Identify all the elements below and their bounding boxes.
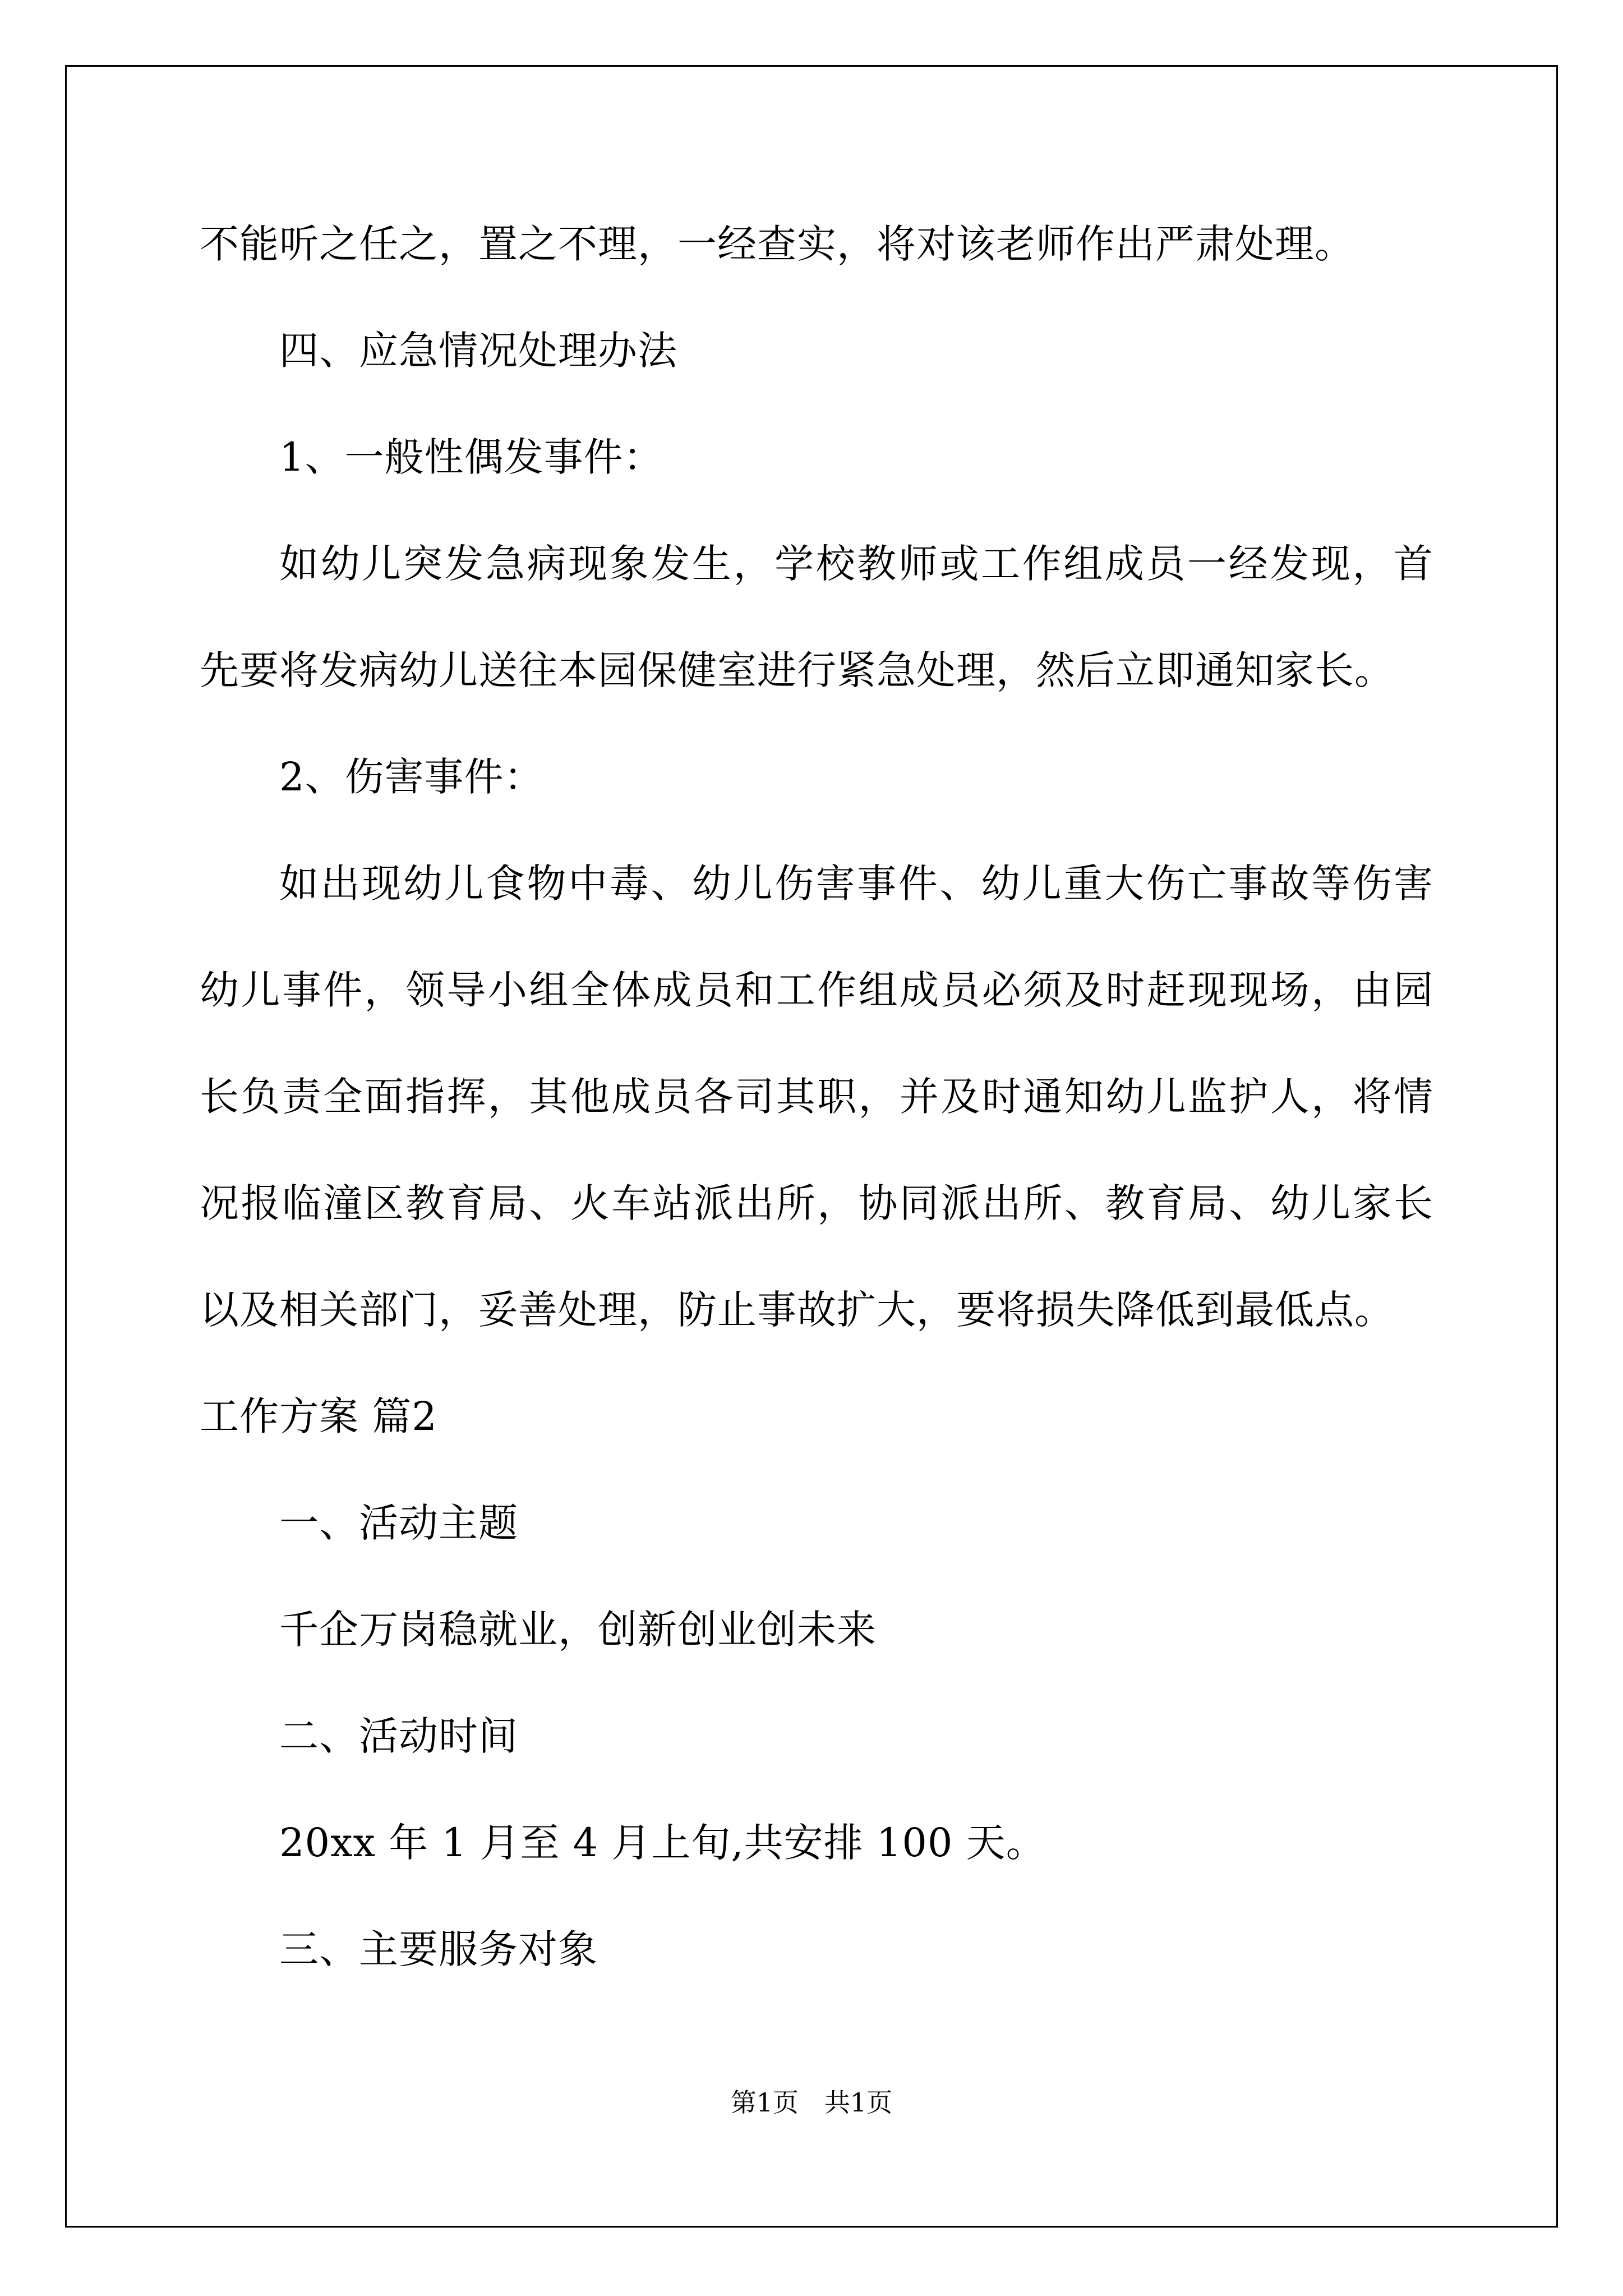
- paragraph-line: 如出现幼儿食物中毒、幼儿伤害事件、幼儿重大伤亡事故等伤害: [279, 861, 1433, 907]
- paragraph-line: 千企万岗稳就业，创新创业创未来: [279, 1607, 877, 1653]
- paragraph-line: 不能听之任之，置之不理，一经查实，将对该老师作出严肃处理。: [200, 221, 1354, 267]
- section-heading: 一、活动主题: [279, 1500, 518, 1546]
- paragraph-line: 如幼儿突发急病现象发生，学校教师或工作组成员一经发现，首: [279, 541, 1433, 587]
- subsection-heading: 1、一般性偶发事件：: [279, 434, 663, 480]
- section-heading: 四、应急情况处理办法: [279, 328, 677, 374]
- paragraph-line: 长负责全面指挥，其他成员各司其职，并及时通知幼儿监护人，将情: [200, 1074, 1433, 1120]
- subsection-heading: 2、伤害事件：: [279, 754, 544, 800]
- paragraph-line: 况报临潼区教育局、火车站派出所，协同派出所、教育局、幼儿家长: [200, 1180, 1433, 1226]
- paragraph-line: 先要将发病幼儿送往本园保健室进行紧急处理，然后立即通知家长。: [200, 647, 1394, 693]
- page-footer: 第1页 共1页: [730, 2087, 893, 2118]
- paragraph-line: 以及相关部门，妥善处理，防止事故扩大，要将损失降低到最低点。: [200, 1287, 1394, 1333]
- paragraph-line: 20xx 年 1 月至 4 月上旬,共安排 100 天。: [279, 1820, 1046, 1866]
- paragraph-line: 幼儿事件，领导小组全体成员和工作组成员必须及时赶现现场，由园: [200, 967, 1433, 1013]
- section-heading: 三、主要服务对象: [279, 1926, 598, 1972]
- article-title: 工作方案 篇2: [200, 1393, 437, 1439]
- section-heading: 二、活动时间: [279, 1713, 518, 1759]
- page-border: [65, 65, 1558, 2228]
